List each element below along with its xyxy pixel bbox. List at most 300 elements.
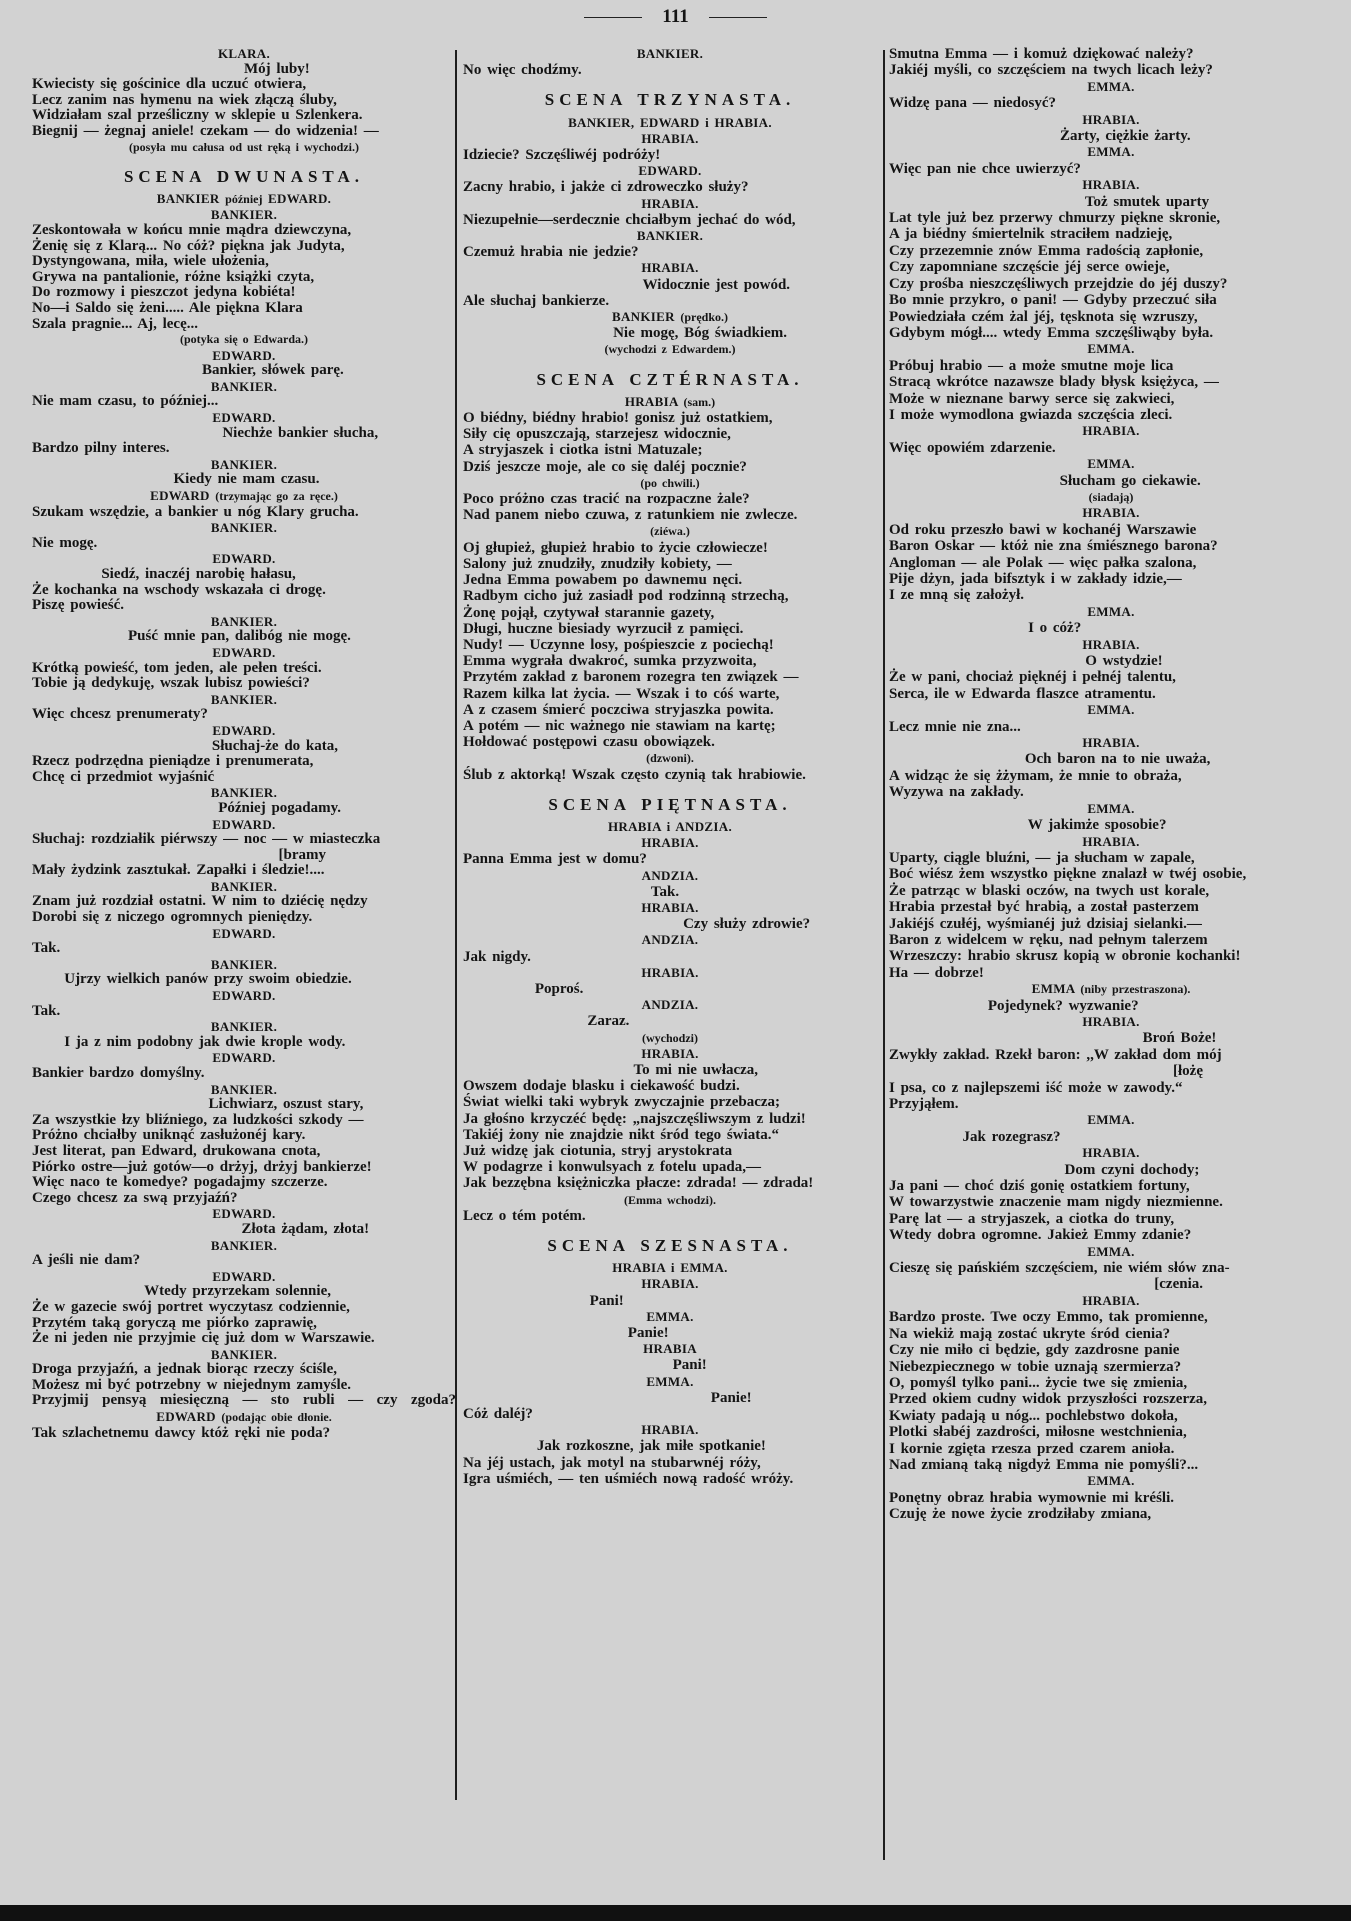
- speaker-name: [889, 637, 1333, 653]
- line-text: Tak.: [32, 940, 61, 957]
- line-text: HRABIA.: [1082, 636, 1140, 652]
- stage-direction: [463, 475, 877, 491]
- text-column-1: [32, 46, 456, 1441]
- speaker-name: [889, 981, 1333, 997]
- verse-line: [889, 965, 1333, 981]
- speaker-name: [889, 801, 1333, 817]
- verse-line: [32, 270, 456, 286]
- line-text: HRABIA.: [1082, 735, 1140, 751]
- verse-line: [889, 276, 1333, 292]
- line-text: Gdybym mógł.... wtedy Emma szczęśliwąby była.: [889, 324, 1214, 341]
- line-text: (Emma wchodzi).: [624, 1192, 716, 1207]
- verse-continuation: [889, 128, 1333, 144]
- line-text: BANKIER.: [210, 785, 278, 801]
- line-text: EMMA.: [1087, 341, 1135, 357]
- verse-line: [32, 441, 456, 457]
- line-text: Pani!: [672, 1357, 707, 1374]
- line-text: HRABIA: [624, 393, 678, 409]
- verse-line: [889, 1178, 1333, 1194]
- line-text: Żonę pojął, czytywał starannie gazety,: [463, 604, 715, 621]
- line-text: Więc chcesz prenumeraty?: [32, 706, 208, 723]
- line-text: HRABIA.: [641, 1422, 699, 1438]
- verse-line: [889, 1309, 1333, 1325]
- verse-line: [32, 317, 456, 333]
- line-text: HRABIA i EMMA.: [612, 1260, 728, 1276]
- line-text: Dystyngowana, miła, wiele ułożenia,: [32, 253, 269, 270]
- speaker-name: [32, 614, 456, 630]
- line-text: Nie mam czasu, to później...: [32, 393, 219, 410]
- line-text: HRABIA: [643, 1341, 697, 1357]
- line-text: Jak bezzębna księżniczka płacze: zdrada! — zdrada!: [463, 1175, 814, 1192]
- verse-wrap: [32, 848, 456, 864]
- line-text: HRABIA.: [641, 899, 699, 915]
- line-text: Szala pragnie... Aj, lecę...: [32, 315, 198, 332]
- line-text: BANKIER: [611, 309, 675, 325]
- line-text: Igra uśmiéch, — ten uśmiéch nową radość wróży.: [463, 1470, 794, 1487]
- line-text: BANKIER.: [210, 691, 278, 707]
- verse-line: [889, 686, 1333, 702]
- verse-line: [463, 1094, 877, 1110]
- header-rule-left: [584, 17, 642, 18]
- page-number: 111: [662, 6, 689, 27]
- verse-line: [32, 124, 456, 140]
- speaker-name: [32, 926, 456, 942]
- line-text: Na jéj ustach, jak motyl na stubarwnéj róży,: [463, 1454, 761, 1471]
- line-text: HRABIA.: [1082, 423, 1140, 439]
- verse-line: [32, 394, 456, 410]
- line-text: Grywa na pantalionie, różne książki czyta,: [32, 268, 315, 285]
- speaker-name: [889, 834, 1333, 850]
- line-text: Serca, ile w Edwarda flaszce atramentu.: [889, 685, 1156, 702]
- line-text: Żenię się z Klarą... No cóż? piękna jak Judyta,: [32, 237, 345, 254]
- verse-line: [463, 718, 877, 734]
- line-text: Czemuż hrabia nie jedzie?: [463, 244, 639, 261]
- line-text: SCENA TRZYNASTA.: [544, 90, 796, 110]
- line-text: Bardzo proste. Twe oczy Emmo, tak promienne,: [889, 1309, 1208, 1326]
- line-text: EMMA.: [1087, 1243, 1135, 1259]
- speaker-name: [889, 1293, 1333, 1309]
- speaker-name: [889, 1112, 1333, 1128]
- line-text: BANKIER.: [210, 956, 278, 972]
- line-text: BANKIER.: [210, 520, 278, 536]
- line-text: Lecz o tém potém.: [463, 1207, 586, 1224]
- line-text: A potém — nic ważnego nie stawiam na kartę;: [463, 717, 776, 734]
- verse-continuation: [889, 473, 1333, 489]
- line-text: HRABIA.: [1082, 177, 1140, 193]
- verse-line: [889, 850, 1333, 866]
- line-text: Czy zapomniane szczęście jéj serce owieje,: [889, 259, 1170, 276]
- line-text: Biegnij — żegnaj aniele! czekam — do widzenia! —: [32, 122, 379, 139]
- line-text: EMMA.: [1087, 456, 1135, 472]
- verse-line: [889, 1506, 1333, 1522]
- speaker-name: [889, 735, 1333, 751]
- line-text: BANKIER.: [210, 1019, 278, 1035]
- line-text: Żarty, ciężkie żarty.: [1060, 128, 1191, 145]
- line-text: EDWARD.: [212, 1206, 276, 1222]
- speaker-name: [463, 868, 877, 884]
- line-text: Hołdować postępowi czasu obowiązek.: [463, 734, 715, 751]
- speaker-name: [463, 131, 877, 147]
- speaker-name: [889, 177, 1333, 193]
- verse-continuation: [463, 325, 877, 341]
- speaker-name: [463, 932, 877, 948]
- line-text: Broń Boże!: [1142, 1030, 1217, 1047]
- line-text: Bardzo pilny interes.: [32, 440, 170, 457]
- speaker-name: [463, 997, 877, 1013]
- speaker-note: (sam.): [683, 394, 716, 409]
- line-text: ANDZIA.: [641, 932, 699, 948]
- line-text: Nad zmianą taką nigdyż Emma nie pomyśli?...: [889, 1456, 1199, 1473]
- verse-continuation: [889, 653, 1333, 669]
- line-text: Pani!: [589, 1292, 624, 1309]
- line-text: A jeśli nie dam?: [32, 1252, 141, 1269]
- verse-line: [463, 1208, 877, 1224]
- verse-line: [463, 1455, 877, 1471]
- line-text: Ponętny obraz hrabia wymownie mi kréśli.: [889, 1489, 1174, 1506]
- line-text: Tobie ją dedykuję, wszak lubisz powieści?: [32, 675, 310, 692]
- line-text: EDWARD.: [212, 925, 276, 941]
- verse-line: [32, 1066, 456, 1082]
- verse-wrap: [889, 1276, 1333, 1292]
- line-text: Ha — dobrze!: [889, 964, 984, 981]
- verse-line: [32, 108, 456, 124]
- speaker-name: [32, 551, 456, 567]
- verse-line: [32, 941, 456, 957]
- line-text: Tak.: [650, 883, 680, 900]
- speaker-name: [463, 1046, 877, 1062]
- verse-line: [889, 1080, 1333, 1096]
- verse-continuation: [463, 1357, 877, 1373]
- cast-list: [463, 1260, 877, 1276]
- line-text: (posyła mu całusa od ust ręką i wychodzi.): [128, 139, 360, 154]
- speaker-name: [32, 379, 456, 395]
- line-text: HRABIA.: [1082, 111, 1140, 127]
- verse-line: [463, 442, 877, 458]
- speaker-name: [32, 207, 456, 223]
- line-text: Czy przezemnie znów Emma radością zapłonie,: [889, 242, 1204, 259]
- text-column-3: [889, 46, 1333, 1523]
- line-text: Pojedynek? wyzwanie?: [987, 997, 1139, 1014]
- cast-list: [32, 191, 456, 208]
- line-text: Ale słuchaj bankierze.: [463, 292, 610, 309]
- line-text: Stracą wkrótce nazawsze blady błysk księżyca, —: [889, 374, 1219, 391]
- verse-line: [889, 62, 1333, 78]
- line-text: [łożę: [1173, 1063, 1203, 1080]
- verse-line: [463, 1143, 877, 1159]
- line-text: Niechże bankier słucha,: [222, 424, 379, 441]
- verse-wrap: [889, 1063, 1333, 1079]
- verse-continuation: [463, 1438, 877, 1454]
- speaker-note: (prędko.): [680, 310, 728, 325]
- speaker-name: [889, 341, 1333, 357]
- verse-line: [32, 1113, 456, 1129]
- line-text: Mały żydzink zasztukał. Zapałki i śledzie!....: [32, 862, 325, 879]
- line-text: Kwiecisty się gościnice dla uczuć otwiera,: [32, 76, 307, 93]
- verse-line: [889, 1227, 1333, 1243]
- line-text: Wrzeszczy: hrabio skrusz kopią w obronie kochanki!: [889, 948, 1241, 965]
- line-text: EDWARD: [150, 488, 210, 504]
- speaker-name: [463, 1276, 877, 1292]
- verse-line: [889, 309, 1333, 325]
- line-text: Czego chcesz za swą przyjaźń?: [32, 1189, 238, 1206]
- line-text: Siły cię opuszczają, starzejesz widocznie,: [463, 426, 731, 443]
- verse-line: [889, 587, 1333, 603]
- speaker-name: [889, 1014, 1333, 1030]
- speaker-name: [889, 604, 1333, 620]
- line-text: Lichwiarz, oszust stary,: [208, 1096, 364, 1113]
- verse-line: [463, 851, 877, 867]
- speaker-name: [32, 1082, 456, 1098]
- verse-line: [463, 621, 877, 637]
- verse-continuation: [889, 194, 1333, 210]
- line-text: EMMA.: [1087, 144, 1135, 160]
- line-text: Radbym cicho już zasiadł pod rodzinną strzechą,: [463, 588, 789, 605]
- line-text: Zeskontowała w końcu mnie mądra dziewczyna,: [32, 221, 352, 238]
- verse-line: [889, 571, 1333, 587]
- line-text: HRABIA.: [641, 964, 699, 980]
- line-text: HRABIA.: [1082, 1013, 1140, 1029]
- speaker-note: (trzymając go za ręce.): [215, 489, 338, 504]
- line-text: Więc pan nie chce uwierzyć?: [889, 160, 1081, 177]
- line-text: SCENA DWUNASTA.: [123, 167, 365, 187]
- line-text: Uparty, ciągle bluźni, — ja słucham w zapale,: [889, 849, 1195, 866]
- line-text: Zaraz.: [587, 1013, 630, 1030]
- verse-line: [889, 1457, 1333, 1473]
- verse-line: [463, 734, 877, 750]
- verse-line: [32, 505, 456, 521]
- line-text: Jakiéjś czułéj, wyśmianéj już dzisiaj sielanki.—: [889, 915, 1202, 932]
- line-text: I ze mną się założył.: [889, 587, 1025, 604]
- scene-title: [463, 92, 877, 108]
- line-text: Owszem dodaje blasku i ciekawość budzi.: [463, 1078, 740, 1095]
- verse-line: [889, 210, 1333, 226]
- line-text: Mój luby!: [244, 60, 310, 77]
- speaker-name: [463, 1341, 877, 1357]
- line-text: EDWARD.: [212, 722, 276, 738]
- line-text: (siadają): [1088, 489, 1134, 504]
- line-text: EMMA.: [1087, 800, 1135, 816]
- line-text: EMMA.: [1087, 78, 1135, 94]
- verse-line: [889, 916, 1333, 932]
- verse-line: [463, 212, 877, 228]
- verse-continuation: [889, 620, 1333, 636]
- line-text: Więc opowiém zdarzenie.: [889, 439, 1056, 456]
- speaker-name: [32, 1238, 456, 1254]
- speaker-name: [32, 1269, 456, 1285]
- verse-line: [463, 1159, 877, 1175]
- verse-line: [463, 540, 877, 556]
- line-text: Jakiéj myśli, co szczęściem na twych licach leży?: [889, 62, 1213, 79]
- line-text: O biédny, biédny hrabio! gonisz już ostatkiem,: [463, 410, 773, 427]
- line-text: SCENA PIĘTNASTA.: [548, 794, 792, 814]
- verse-line: [32, 77, 456, 93]
- verse-line: [32, 910, 456, 926]
- line-text: I psa, co z najlepszemi iść może w zawody.“: [889, 1079, 1183, 1096]
- verse-line: [463, 491, 877, 507]
- verse-line: [889, 440, 1333, 456]
- verse-line: [463, 767, 877, 783]
- speaker-name: [32, 723, 456, 739]
- line-text: Szukam wszędzie, a bankier u nóg Klary grucha.: [32, 503, 359, 520]
- line-text: Świat wielki taki wybryk zwyczajnie przebacza;: [463, 1094, 781, 1111]
- verse-line: [463, 1111, 877, 1127]
- stage-direction: [889, 489, 1333, 505]
- verse-line: [889, 538, 1333, 554]
- line-text: A widząc że się żżymam, że mnie to obraża,: [889, 767, 1182, 784]
- stage-direction: [32, 140, 456, 156]
- line-text: Nudy! — Uczynne losy, pośpieszcie z pociechą!: [463, 636, 774, 653]
- line-text: HRABIA.: [1082, 1145, 1140, 1161]
- line-text: Razem kilka lat życia. — Wszak i to cóś warte,: [463, 685, 780, 702]
- line-text: BANKIER: [156, 190, 220, 206]
- verse-line: [32, 1191, 456, 1207]
- speaker-name: [32, 1019, 456, 1035]
- verse-line: [889, 46, 1333, 62]
- verse-continuation: [463, 1293, 877, 1309]
- verse-line: [32, 1144, 456, 1160]
- verse-continuation: [889, 998, 1333, 1014]
- line-text: (wychodzi z Edwardem.): [604, 342, 736, 357]
- speaker-name: [32, 1206, 456, 1222]
- line-text: W podagrze i konwulsyach z fotelu upada,—: [463, 1159, 762, 1176]
- line-text: HRABIA.: [1082, 833, 1140, 849]
- verse-line: [32, 770, 456, 786]
- line-text: Siedź, inaczéj narobię hałasu,: [101, 566, 296, 582]
- line-text: Tak.: [32, 1002, 61, 1019]
- line-text: Powiedziała czém żal jéj, tęsknota się wzruszy,: [889, 308, 1198, 325]
- line-text: Panie!: [627, 1325, 669, 1342]
- line-text: EDWARD.: [212, 410, 276, 426]
- verse-line: [889, 932, 1333, 948]
- line-text: Cóż daléj?: [463, 1406, 533, 1423]
- line-text: Czuję że nowe życie zrodziłaby zmiana,: [889, 1506, 1152, 1523]
- verse-line: [463, 1127, 877, 1143]
- verse-line: [463, 426, 877, 442]
- cast-name: EDWARD.: [268, 190, 332, 206]
- speaker-name: [32, 988, 456, 1004]
- verse-line: [889, 1194, 1333, 1210]
- speaker-name: [32, 520, 456, 536]
- cast-list: [463, 115, 877, 131]
- line-text: HRABIA i ANDZIA.: [607, 818, 733, 834]
- speaker-name: [889, 702, 1333, 718]
- line-text: Bankier bardzo domyślny.: [32, 1065, 205, 1081]
- line-text: Widziałam szal prześliczny w sklepie u Szlenkera.: [32, 107, 363, 124]
- line-text: No—i Saldo się żeni..... Ale piękna Klara: [32, 299, 303, 316]
- line-text: HRABIA.: [641, 195, 699, 211]
- line-text: Panna Emma jest w domu?: [463, 851, 647, 868]
- verse-continuation: [889, 1030, 1333, 1046]
- line-text: BANKIER.: [210, 1346, 278, 1362]
- speaker-name: [32, 645, 456, 661]
- verse-line: [889, 899, 1333, 915]
- verse-continuation: [32, 801, 456, 817]
- speaker-name: [463, 309, 877, 325]
- verse-line: [889, 161, 1333, 177]
- verse-line: [463, 949, 877, 965]
- line-text: HRABIA.: [1082, 1292, 1140, 1308]
- verse-continuation: [889, 751, 1333, 767]
- verse-line: [463, 1471, 877, 1487]
- line-text: EDWARD.: [212, 988, 276, 1004]
- line-text: Krótką powieść, tom jeden, ale pełen treści.: [32, 659, 322, 676]
- line-text: Takiéj żony nie znajdzie nikt śród tego świata.“: [463, 1126, 779, 1143]
- line-text: (wychodzi): [642, 1030, 698, 1045]
- line-text: Bankier, słówek parę.: [201, 362, 344, 379]
- verse-line: [463, 669, 877, 685]
- verse-line: [32, 1004, 456, 1020]
- line-text: O wstydzie!: [1085, 653, 1163, 670]
- line-text: Później pogadamy.: [218, 799, 342, 816]
- speaker-name: [463, 46, 877, 62]
- line-text: Wtedy dobra ogromne. Jakież Emmy zdanie?: [889, 1227, 1192, 1244]
- line-text: BANKIER.: [210, 878, 278, 894]
- line-text: Dorobi się z niczego ogromnych pieniędzy.: [32, 909, 313, 926]
- line-text: Możesz mi być potrzebny w niejednym zamyśle.: [32, 1376, 352, 1393]
- line-text: Jedna Emma powabem po dawnemu nęci.: [463, 572, 743, 589]
- verse-line: [32, 863, 456, 879]
- line-text: No więc chodźmy.: [463, 62, 582, 79]
- speaker-name: [889, 505, 1333, 521]
- verse-line: [32, 1160, 456, 1176]
- line-text: Ślub z aktorką! Wszak często czynią tak hrabiowie.: [463, 766, 806, 783]
- verse-line: [889, 719, 1333, 735]
- speaker-name: [463, 163, 877, 179]
- line-text: A ja biédny śmiertelnik straciłem nadzieję,: [889, 226, 1173, 243]
- line-text: HRABIA.: [641, 835, 699, 851]
- line-text: Panie!: [710, 1389, 752, 1406]
- speaker-name: [889, 1244, 1333, 1260]
- line-text: Cieszę się pańskiém szczęściem, nie wiém słów zna-: [889, 1260, 1230, 1277]
- verse-line: [463, 62, 877, 78]
- line-text: (potyka się o Edwarda.): [179, 332, 308, 347]
- line-text: BANKIER.: [210, 1237, 278, 1253]
- line-text: Piórko ostre—już gotów—o drżyj, drżyj bankierze!: [32, 1158, 372, 1175]
- line-text: I może wymodlona gwiazda szczęścia zleci.: [889, 406, 1173, 423]
- line-text: Dziś jeszcze moje, ale co się daléj pocznie?: [463, 458, 747, 475]
- line-text: Że kochanka na wschody wskazała ci drogę.: [32, 581, 326, 598]
- line-text: Znam już rozdział ostatni. W nim to dziécię nędzy: [32, 893, 368, 910]
- line-text: EDWARD.: [212, 816, 276, 832]
- verse-continuation: [32, 629, 456, 645]
- verse-line: [32, 832, 456, 848]
- line-text: BANKIER.: [210, 1081, 278, 1097]
- verse-continuation: [463, 1325, 877, 1341]
- line-text: Ja pani — choć dziś gonię ostatkiem fortuny,: [889, 1178, 1190, 1195]
- scene-title: [463, 794, 877, 814]
- line-text: Zacny hrabio, i jakże ci zdroweczko służy?: [463, 179, 749, 196]
- verse-line: [32, 1128, 456, 1144]
- speaker-name: [889, 144, 1333, 160]
- line-text: HRABIA.: [641, 1045, 699, 1061]
- header-rule-right: [709, 17, 767, 18]
- speaker-name: [463, 1422, 877, 1438]
- line-text: BANKIER.: [636, 46, 704, 61]
- line-text: Nie mogę.: [32, 534, 98, 551]
- line-text: Czy prośba nieszczęśliwych przejdzie do jéj duszy?: [889, 275, 1228, 292]
- line-text: Smutna Emma — i komuż dziękować należy?: [889, 46, 1194, 62]
- speaker-name: [463, 196, 877, 212]
- verse-continuation: [32, 426, 456, 442]
- speaker-name: [463, 394, 877, 410]
- verse-line: [463, 293, 877, 309]
- line-text: Więc naco te komedye? pogadajmy szczerze.: [32, 1174, 328, 1191]
- speaker-name: [32, 348, 456, 364]
- verse-line: [889, 1424, 1333, 1440]
- verse-line: [889, 226, 1333, 242]
- line-text: Rzecz podrzędna pieniądze i prenumerata,: [32, 753, 314, 770]
- line-text: EMMA.: [646, 1373, 694, 1389]
